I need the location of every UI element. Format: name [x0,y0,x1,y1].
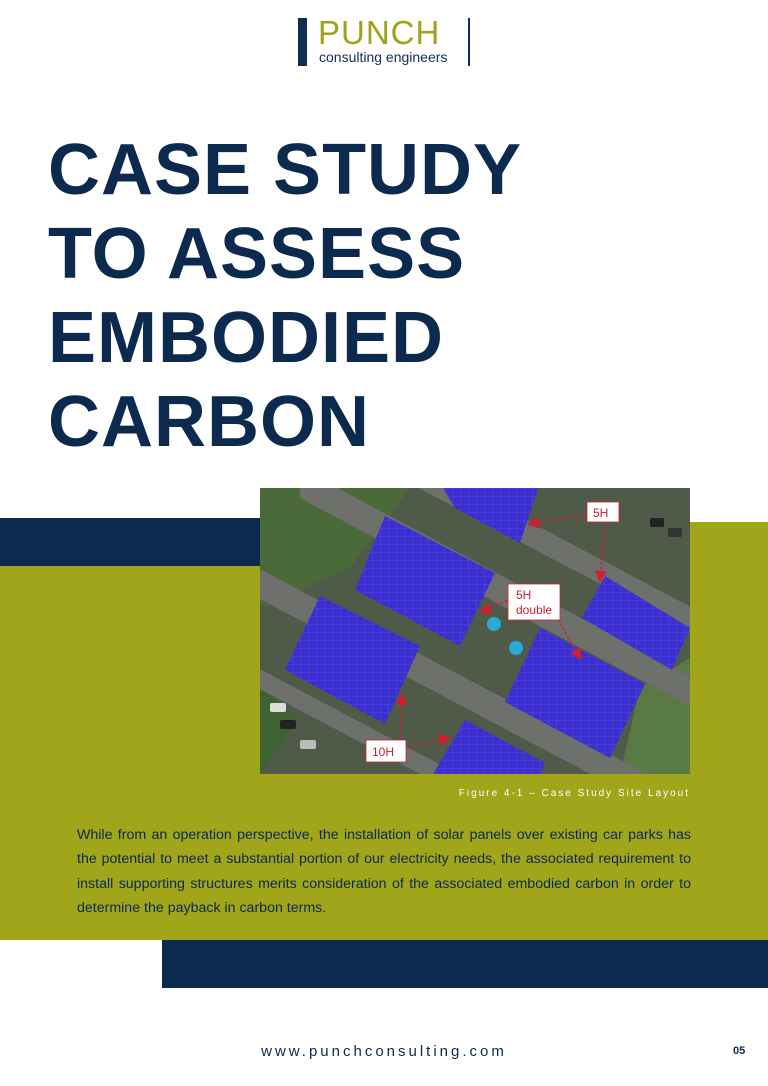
navy-accent-band-bottom [162,940,768,988]
page-title [48,128,568,464]
title-line-2: TO ASSESS [48,214,466,294]
parked-car-4 [650,518,664,527]
parked-car-2 [280,720,296,729]
parked-car-3 [300,740,316,749]
title-line-4: CARBON [48,382,370,462]
parked-car-1 [270,703,286,712]
site-layout-figure [260,488,690,774]
parked-car-5 [668,528,682,537]
logo-bar-left [298,18,307,66]
ev-charger-marker-1 [487,617,501,631]
logo-tagline: consulting engineers [319,49,448,65]
title-line-1: CASE STUDY [48,130,523,210]
olive-accent-band-right [690,522,768,566]
label-5h-double-line-1: 5H [516,588,532,602]
page-number: 05 [733,1045,746,1057]
label-5h-double [508,584,560,620]
navy-accent-band-top [0,518,262,566]
label-5h-double-line-2: double [516,603,553,617]
label-10h-text: 10H [372,745,395,759]
body-paragraph: While from an operation perspective, the installation of solar panels over existing car parks has the potential to meet a substantial portion of our electricity needs, the associated requirement to install supporting structures merits consideration of the associated embodied carbon in order to determine the payback in carbon terms. [77,827,691,917]
footer-website-link[interactable]: www.punchconsulting.com [261,1043,507,1060]
label-10h [366,740,406,762]
title-line-3: EMBODIED [48,298,445,378]
ev-charger-marker-2 [509,641,523,655]
figure-caption: Figure 4-1 – Case Study Site Layout [458,788,690,799]
logo-bar-right [468,18,470,66]
label-5h-top-text: 5H [593,506,609,520]
label-5h-top [587,502,619,522]
company-logo [298,16,474,68]
logo-wordmark: PUNCH [318,14,441,51]
aerial-site-map [260,488,690,774]
